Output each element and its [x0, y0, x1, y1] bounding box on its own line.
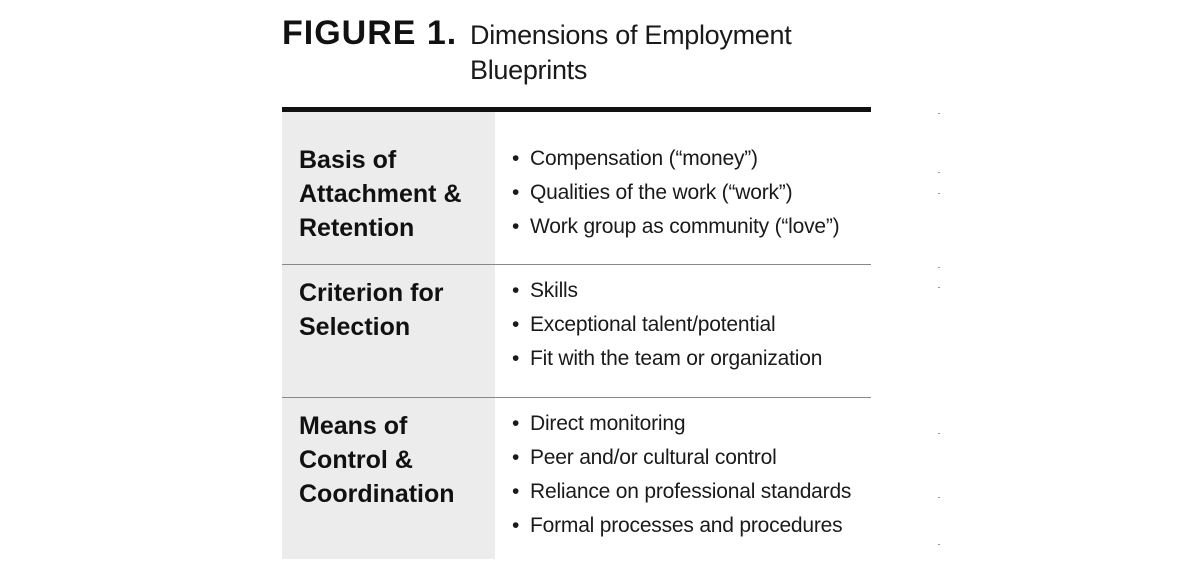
list-item: • Formal processes and procedures — [512, 509, 872, 543]
bullet-icon: • — [512, 279, 520, 302]
edge-mark — [938, 433, 940, 434]
list-item: • Peer and/or cultural control — [512, 441, 872, 475]
edge-mark — [938, 193, 940, 194]
table-row-selection — [282, 265, 871, 397]
list-item: • Work group as community (“love”) — [512, 210, 872, 244]
bullet-icon: • — [512, 480, 520, 503]
list-item: • Qualities of the work (“work”) — [512, 176, 872, 210]
figure-label: FIGURE 1. — [282, 14, 458, 52]
list-item: • Compensation (“money”) — [512, 142, 872, 176]
bullet-icon: • — [512, 215, 520, 238]
table-row-attachment — [282, 112, 871, 264]
bullet-icon: • — [512, 181, 520, 204]
row-items-control — [512, 407, 872, 543]
list-item: • Skills — [512, 274, 872, 308]
bullet-icon: • — [512, 514, 520, 537]
bullet-icon: • — [512, 412, 520, 435]
row-items-attachment — [512, 142, 872, 244]
edge-mark — [938, 497, 940, 498]
list-item: • Reliance on professional standards — [512, 475, 872, 509]
blueprint-table — [282, 112, 871, 559]
bullet-icon: • — [512, 347, 520, 370]
row-label-selection: Criterion for Selection — [299, 279, 444, 341]
edge-mark — [938, 113, 940, 114]
row-items-selection — [512, 274, 872, 376]
edge-mark — [938, 267, 940, 268]
edge-mark — [938, 172, 940, 173]
bullet-icon: • — [512, 446, 520, 469]
row-label-attachment: Basis of Attachment & Retention — [299, 146, 462, 242]
edge-mark — [938, 287, 940, 288]
table-row-control — [282, 398, 871, 559]
figure-title: Dimensions of Employment Blueprints — [470, 20, 792, 85]
list-item: • Exceptional talent/potential — [512, 308, 872, 342]
edge-mark — [938, 544, 940, 545]
list-item: • Fit with the team or organization — [512, 342, 872, 376]
bullet-icon: • — [512, 147, 520, 170]
row-label-control: Means of Control & Coordination — [299, 412, 455, 508]
bullet-icon: • — [512, 313, 520, 336]
list-item: • Direct monitoring — [512, 407, 872, 441]
